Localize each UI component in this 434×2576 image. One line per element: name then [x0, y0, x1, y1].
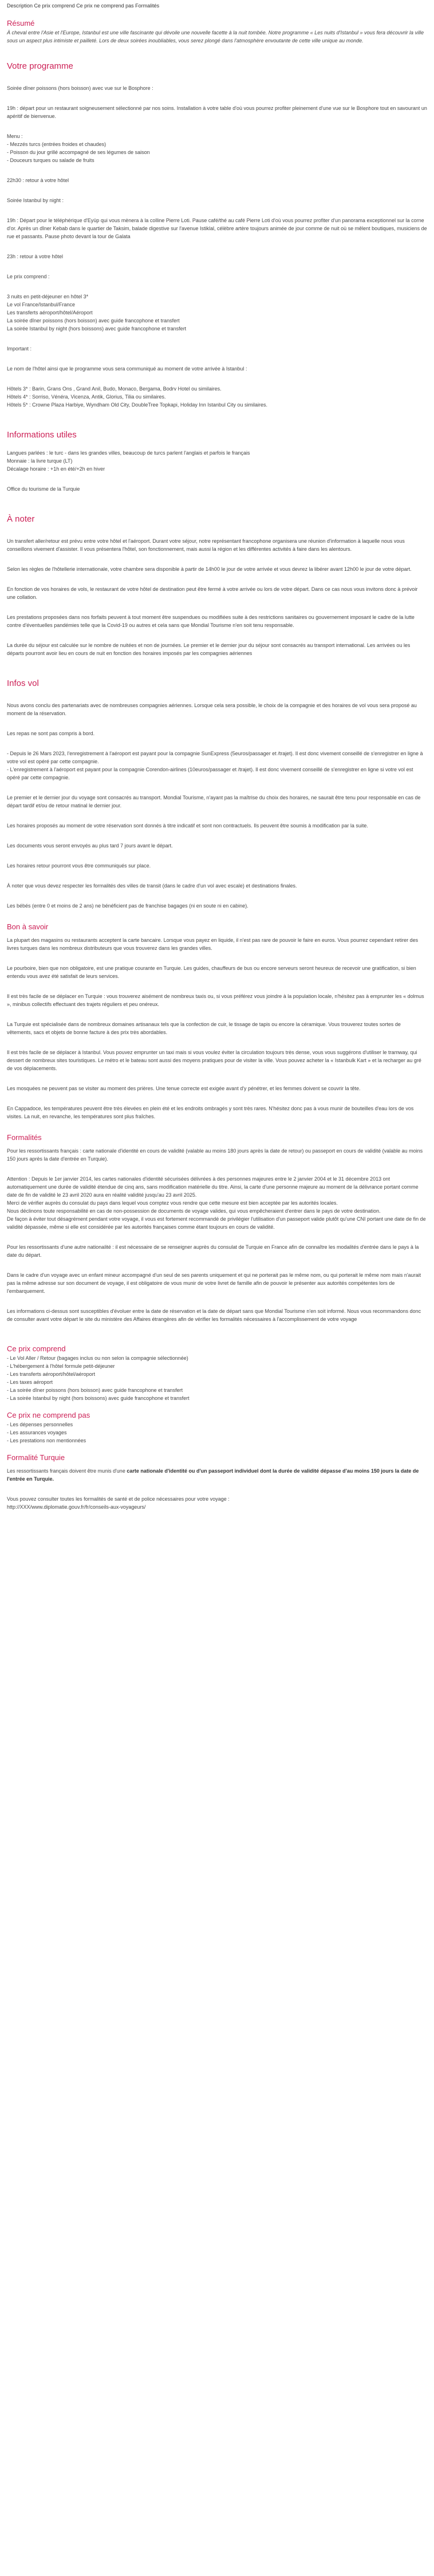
programme-p4: Soirée Istanbul by night :: [7, 198, 64, 203]
bon-a-savoir-title: Bon à savoir: [7, 922, 49, 931]
ce-prix-comprend-title: Ce prix comprend: [7, 1344, 66, 1353]
menu-item: - Poisson du jour grillé accompagné de ses légumes de saison: [7, 149, 150, 155]
comprend-item: - L'hébergement à l'hôtel formule petit-déjeuner: [7, 1363, 115, 1369]
infos-vol-title: Infos vol: [7, 678, 39, 688]
programme-p9: Le nom de l'hôtel ainsi que le programme vous sera communiqué au moment de votre arrivée à Istanbul :: [7, 366, 247, 372]
formalite-turquie-bold: carte nationale d'identité ou d'un passeport individuel dont la durée de validité dépasse d'au moins 150 jours la date de l'entrée en Turquie.: [7, 1468, 419, 1482]
vol-paragraph: Les bébés (entre 0 et moins de 2 ans) ne bénéficient pas de franchise bagages (ni en soute ni en cabine).: [7, 903, 248, 909]
programme-p2: 19h : départ pour un restaurant soigneusement sélectionné par nos soins. Installation à votre table d'où vous pourrez profiter pleinement d'une vue sur le Bosphore tout en savourant un apéritif de bienvenue.: [7, 105, 427, 119]
vol-paragraph: Nous avons conclu des partenariats avec de nombreuses compagnies aériennes. Lorsque cela sera possible, le choix de la compagnie et des horaires de vol vous sera proposé au moment de la réservation.: [7, 703, 417, 716]
vol-paragraph: Les horaires proposés au moment de votre réservation sont donnés à titre indicatif et sont non contractuels. Ils peuvent être soumis à modification par la suite.: [7, 823, 368, 829]
comprend-item: - La soirée Istanbul by night (hors boissons) avec guide francophone et transfert: [7, 1395, 190, 1401]
hotel-line: Hôtels 3* : Barin, Grans Ons , Grand Anil, Budo, Monaco, Bergama, Bodrv Hotel ou similaires.: [7, 386, 222, 392]
programme-title: Votre programme: [7, 61, 73, 71]
tab-bar: [7, 0, 427, 10]
office-tourisme-link[interactable]: Office du tourisme de la Turquie: [7, 486, 80, 492]
info-line: Décalage horaire : +1h en été/+2h en hiver: [7, 466, 105, 472]
resume-text: À cheval entre l'Asie et l'Europe, Istanbul est une ville fascinante qui dévoile une nouvelle facette à la nuit tombée. Notre programme « Les nuits d'Istanbul » vous fera découvrir la ville sous un aspect plus intimiste et pailleté. Lors de deux soirées inoubliables, vous serez plongé dans l'atmosphère envoutante de cette ville unique au monde.: [7, 30, 424, 44]
vol-paragraph: Les documents vous seront envoyés au plus tard 7 jours avant le départ.: [7, 843, 173, 849]
hotel-line: Hôtels 4* : Sorriso, Vénéra, Vicenza, Antik, Glorius, Tilia ou similaires.: [7, 394, 166, 400]
programme-p3: 22h30 : retour à votre hôtel: [7, 177, 69, 183]
ne-comprend-item: - Les dépenses personnelles: [7, 1422, 73, 1427]
programme-p8: Important :: [7, 346, 32, 352]
comprend-item: - Le Vol Aller / Retour (bagages inclus ou non selon la compagnie sélectionnée): [7, 1355, 188, 1361]
include-item: Le vol France/Istanbul/France: [7, 302, 76, 307]
vol-paragraph: - Depuis le 26 Mars 2023, l'enregistrement à l'aéroport est payant pour la compagnie SunExpress (5euros/passager et /trajet). Il est donc vivement conseillé de s'enregistrer en ligne à votre vol est opéré par cette compagnie. - L'enregistrement à l'aéroport est payant pour la compagnie Corendon-airlines (10euros/passager et /trajet). Il est donc vivement conseillé de s'enregistrer en ligne si votre vol est opéré par cette compagnie.: [7, 751, 423, 780]
include-item: La soirée dîner poissons (hors boisson) avec guide francophone et transfert: [7, 318, 180, 324]
programme-p7: Le prix comprend :: [7, 274, 50, 279]
a-noter-paragraph: Selon les règles de l'hôtellerie internationale, votre chambre sera disponible à partir de 14h00 le jour de votre arrivée et vous devrez la libérer avant 12h00 le jour de votre départ.: [7, 566, 412, 572]
formalites-paragraph: Attention : Depuis le 1er janvier 2014, les cartes nationales d'identité sécurisées délivrées à des personnes majeures entre le 2 janvier 2004 et le 31 décembre 2013 ont automatiquement une durée de validité étendue de cinq ans, sans modification matérielle du titre. Ainsi, la carte d'une personne majeure au moment de la délivrance portant comme date de fin de validité le 23 avril 2020 aura en réalité validité jusqu'au 23 avril 2025. Merci de vérifier auprès du consulat du pays dans lequel vous comptez vous rendre que cette mesure est bien acceptée par les autorités locales. Nous déclinons toute responsabilité en cas de non-possession de documents de voyage valides, qui vous empêcheraient d'entrer dans le pays de votre destination. De façon à éviter tout désagrément pendant votre voyage, il vous est fortement recommandé de privilégier l'utilisation d'un passeport valide plutôt qu'une CNI portant une date de fin de validité dépassée, même si elle est considérée par les autorités françaises comme étant toujours en cours de validité.: [7, 1176, 426, 1230]
bon-savoir-paragraph: La Turquie est spécialisée dans de nombreux domaines artisanaux tels que la confection de cuir, le tissage de tapis ou encore la céramique. Vous trouverez toutes sortes de vêtements, sacs et objets de bonne facture à des prix très abordables.: [7, 1021, 401, 1035]
hotel-line: Hôtels 5* : Crowne Plaza Harbiye, Wyndham Old City, DoubleTree Topkapi, Holiday Inn Istanbul City ou similaires.: [7, 402, 267, 408]
formalites-paragraph: Les informations ci-dessus sont susceptibles d'évoluer entre la date de réservation et la date de départ sans que Mondial Tourisme n'en soit informé. Nous vous recommandons donc de consulter avant votre départ le site du ministère des Affaires étrangères afin de vérifier les formalités nécessaires à l'accomplissement de votre voyage: [7, 1308, 421, 1322]
include-item: 3 nuits en petit-déjeuner en hôtel 3*: [7, 294, 89, 299]
formalites-paragraph: Dans le cadre d'un voyage avec un enfant mineur accompagné d'un seul de ses parents uniquement et qui ne porterait pas le même nom, ou qui porterait le même nom mais n'aurait pas la même adresse sur son document de voyage, il est obligatoire de vous munir de votre livret de famille afin de pouvoir le présenter aux autorités compétentes lors de l'embarquement.: [7, 1272, 421, 1294]
bon-savoir-paragraph: Les mosquées ne peuvent pas se visiter au moment des prières. Une tenue correcte est exigée avant d'y pénétrer, et les femmes doivent se couvrir la tête.: [7, 1086, 361, 1091]
ne-comprend-item: - Les prestations non mentionnées: [7, 1438, 86, 1443]
a-noter-title: À noter: [7, 514, 35, 524]
a-noter-paragraph: Les prestations proposées dans nos forfaits peuvent à tout moment être suspendues ou modifiées suite à des restrictions sanitaires ou gouvernement imposant le cadre de la lutte contre d'éventuelles pandémies telle que la Covid-19 ou autres et cela sans que Mondial Tourisme n'en soit tenu responsable.: [7, 614, 415, 628]
tab-formalites[interactable]: Formalités: [135, 3, 160, 9]
include-item: La soirée Istanbul by night (hors boissons) avec guide francophone et transfert: [7, 326, 187, 332]
include-item: Les transferts aéroport/hôtel/Aéroport: [7, 310, 93, 315]
info-line: Langues parlées : le turc - dans les grandes villes, beaucoup de turcs parlent l'anglais et parfois le français: [7, 450, 250, 456]
vol-paragraph: Les horaires retour pourront vous être communiqués sur place.: [7, 863, 151, 869]
bon-savoir-paragraph: Il est très facile de se déplacer à Istanbul. Vous pouvez emprunter un taxi mais si vous voulez éviter la circulation toujours très dense, vous vous suggérons d'utiliser le tramway, qui dessert de nombreux sites touristiques. Le métro et le bateau sont aussi des moyens pratiques pour de visiter la ville. Vous pouvez acheter la « Istanbulk Kart » et la recharger au gré de vos déplacements.: [7, 1050, 421, 1071]
menu-title: Menu :: [7, 133, 23, 139]
ne-comprend-pas-title: Ce prix ne comprend pas: [7, 1411, 90, 1419]
menu-item: - Mezzés turcs (entrées froides et chaudes): [7, 141, 106, 147]
formalite-turquie-paragraph: [7, 1467, 427, 1483]
tab-ce-prix-comprend[interactable]: Ce prix comprend: [34, 3, 75, 9]
vol-paragraph: Le premier et le dernier jour du voyage sont consacrés au transport. Mondial Tourisme, n'ayant pas la maîtrise du choix des horaires, ne saurait être tenu pour responsable en cas de départ tardif et/ou de retour matinal le dernier jour.: [7, 795, 421, 808]
formalite-turquie-p2: Vous pouvez consulter toutes les formalités de santé et de police nécessaires pour votre voyage :: [7, 1496, 230, 1502]
diplomatie-link[interactable]: http://XXX/www.diplomatie.gouv.fr/fr/conseils-aux-voyageurs/: [7, 1504, 146, 1510]
a-noter-paragraph: Un transfert aller/retour est prévu entre votre hôtel et l'aéroport. Durant votre séjour, notre représentant francophone organisera une réunion d'information à laquelle nous vous conseillons vivement d'assister. Il vous présentera l'hôtel, son fonctionnement, mais aussi la région et les différentes activités à faire dans les alentours.: [7, 538, 405, 552]
diplomatie-link-line: [7, 1503, 427, 1511]
bon-savoir-paragraph: Le pourboire, bien que non obligatoire, est une pratique courante en Turquie. Les guides, chauffeurs de bus ou encore serveurs seront heureux de recevoir une gratification, si bien entendu vous avez été satisfait de leurs services.: [7, 965, 416, 979]
programme-p1: Soirée dîner poissons (hors boisson) avec vue sur le Bosphore :: [7, 85, 153, 91]
formalite-turquie-title: Formalité Turquie: [7, 1453, 65, 1462]
comprend-item: - La soirée dîner poissons (hors boisson) avec guide francophone et transfert: [7, 1387, 183, 1393]
formalite-turquie-text: Les ressortissants français doivent être munis d'une: [7, 1468, 127, 1474]
infos-utiles-title: Informations utiles: [7, 430, 77, 440]
vol-paragraph: Les repas ne sont pas compris à bord.: [7, 731, 95, 736]
bon-savoir-paragraph: En Cappadoce, les températures peuvent être très élevées en plein été et les endroits ombragés y sont très rares. N'hésitez donc pas à vous munir de bouteilles d'eau lors de vos visites. La nuit, en revanche, les températures sont plus fraîches.: [7, 1106, 414, 1119]
comprend-item: - Les taxes aéroport: [7, 1379, 53, 1385]
tab-ce-prix-ne-comprend-pas[interactable]: Ce prix ne comprend pas: [76, 3, 134, 9]
formalites-paragraph: Pour les ressortissants français : carte nationale d'identité en cours de validité (valable au moins 180 jours après la date de retour) ou passeport en cours de validité (valable au moins 150 jours après la date d'entrée en Turquie).: [7, 1148, 423, 1162]
tab-description[interactable]: Description: [7, 3, 33, 9]
bon-savoir-paragraph: Il est très facile de se déplacer en Turquie : vous trouverez aisément de nombreux taxis ou, si vous préférez vous joindre à la population locale, n'hésitez pas à emprunter les « dolmus », minibus collectifs effectuant des trajets réguliers et peu onéreux.: [7, 993, 424, 1007]
formalites-title: Formalités: [7, 1133, 42, 1142]
bon-savoir-paragraph: La plupart des magasins ou restaurants acceptent la carte bancaire. Lorsque vous payez en liquide, il n'est pas rare de pouvoir le faire en euros. Vous pourrez cependant retirer des livres turques dans les nombreux distributeurs que vous trouverez dans les grandes villes.: [7, 937, 419, 951]
programme-p5: 19h : Départ pour le téléphérique d'Eyüp qui vous mènera à la colline Pierre Loti. Pause café/thé au café Pierre Loti d'où vous pourrez profiter d'un panorama exceptionnel sur la corne d'or. Après un dîner Kebab dans le quartier de Taksim, balade digestive sur l'avenue Istiklal, célèbre artère toujours animée de jour comme de nuit où se mêlent boutiques, musiciens de rue et passants. Pause photo devant la tour de Galata: [7, 218, 427, 239]
a-noter-paragraph: En fonction de vos horaires de vols, le restaurant de votre hôtel de destination peut être fermé à votre arrivée ou lors de votre départ. Dans ce cas nous vous invitons donc à prévoir une collation.: [7, 586, 418, 600]
programme-p6: 23h : retour à votre hôtel: [7, 254, 64, 259]
menu-item: - Douceurs turques ou salade de fruits: [7, 157, 94, 163]
a-noter-paragraph: La durée du séjour est calculée sur le nombre de nuitées et non de journées. Le premier et le dernier jour du séjour sont consacrés au transport international. Les arrivées ou les départs pourront avoir lieu en cours de nuit en fonction des horaires imposés par les compagnies aériennes: [7, 642, 411, 656]
info-line: Monnaie : la livre turque (LT): [7, 458, 73, 464]
formalites-paragraph: Pour les ressortissants d'une autre nationalité : il est nécessaire de se renseigner auprès du consulat de Turquie en France afin de connaître les modalités d'entrée dans le pays à la date du départ.: [7, 1244, 419, 1258]
vol-paragraph: À noter que vous devez respecter les formalités des villes de transit (dans le cadre d'un vol avec escale) et destinations finales.: [7, 883, 297, 889]
comprend-item: - Les transferts aéroport/hôtel/aéroport: [7, 1371, 96, 1377]
ne-comprend-item: - Les assurances voyages: [7, 1430, 67, 1435]
resume-title: Résumé: [7, 19, 35, 27]
